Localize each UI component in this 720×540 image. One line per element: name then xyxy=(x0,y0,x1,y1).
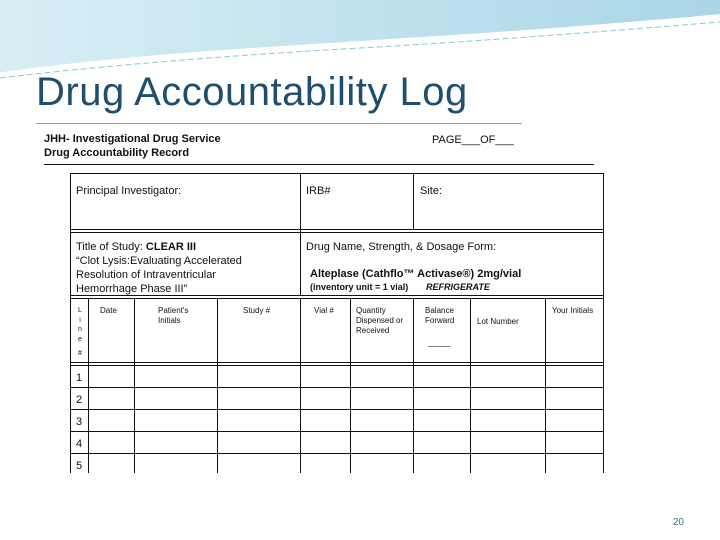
row-number: 3 xyxy=(76,416,83,428)
grid-line xyxy=(88,298,89,473)
grid-line xyxy=(217,298,218,473)
grid-line xyxy=(70,173,71,473)
line-letter: e xyxy=(78,335,82,343)
row-number: 4 xyxy=(76,438,83,450)
grid-line xyxy=(545,298,546,473)
row-number: 5 xyxy=(76,460,83,472)
grid-line xyxy=(70,362,604,363)
balance-forward-blank: _____ xyxy=(428,338,451,347)
line-letter: i xyxy=(79,316,81,324)
study-description-line: Resolution of Intraventricular xyxy=(76,269,217,281)
grid-line xyxy=(470,298,471,473)
slide-page-number: 20 xyxy=(672,517,684,528)
grid-line xyxy=(413,173,414,230)
drug-label: Drug Name, Strength, & Dosage Form: xyxy=(306,241,497,253)
column-header-your-initials: Your Initials xyxy=(552,306,594,315)
grid-line xyxy=(70,298,604,299)
grid-line xyxy=(70,387,604,388)
row-number: 1 xyxy=(76,372,83,384)
site-label: Site: xyxy=(420,185,443,197)
column-header-quantity: Quantity Dispensed or Received xyxy=(356,306,404,335)
inventory-note: (inventory unit = 1 vial) xyxy=(310,282,409,292)
column-header-lot-number: Lot Number xyxy=(477,317,519,326)
column-header-patients-initials: Patient's Initials xyxy=(158,306,189,325)
study-description-line: Hemorrhage Phase III” xyxy=(76,283,188,295)
header-rule xyxy=(44,164,594,165)
line-letter: n xyxy=(78,326,82,333)
column-header-line xyxy=(76,306,84,359)
grid-line xyxy=(134,298,135,473)
title-of-study-label xyxy=(76,241,196,253)
row-number: 2 xyxy=(76,394,83,406)
drug-name: Alteplase (Cathflo™ Activase®) 2mg/vial xyxy=(310,268,522,280)
grid-line xyxy=(300,173,301,295)
grid-line xyxy=(70,409,604,410)
form-header-record: Drug Accountability Record xyxy=(44,147,190,159)
grid-line xyxy=(70,453,604,454)
form-header-institution: JHH- Investigational Drug Service xyxy=(44,133,221,145)
page-of-field: PAGE___OF___ xyxy=(432,134,514,146)
study-description-line: “Clot Lysis:Evaluating Accelerated xyxy=(76,255,242,267)
principal-investigator-label: Principal Investigator: xyxy=(76,185,182,197)
grid-line xyxy=(70,173,604,174)
grid-line xyxy=(350,298,351,473)
grid-line xyxy=(70,295,604,296)
line-letter: L xyxy=(78,307,82,314)
grid-line xyxy=(70,232,604,233)
grid-line xyxy=(603,173,604,473)
column-header-date: Date xyxy=(100,306,117,315)
irb-label: IRB# xyxy=(306,185,331,197)
storage-note: REFRIGERATE xyxy=(426,282,490,292)
slide-title: Drug Accountability Log xyxy=(36,70,468,114)
grid-line xyxy=(70,229,604,230)
grid-line xyxy=(70,431,604,432)
grid-line xyxy=(413,298,414,473)
grid-line xyxy=(70,365,604,366)
title-of-study-label-text: Title of Study: xyxy=(76,241,143,253)
study-name: CLEAR III xyxy=(145,241,197,253)
line-letter: # xyxy=(78,350,82,357)
grid-line xyxy=(300,298,301,473)
column-header-vial-number: Vial # xyxy=(314,306,334,315)
column-header-study-number: Study # xyxy=(243,306,271,315)
column-header-balance-forward: Balance Forward xyxy=(425,306,455,325)
